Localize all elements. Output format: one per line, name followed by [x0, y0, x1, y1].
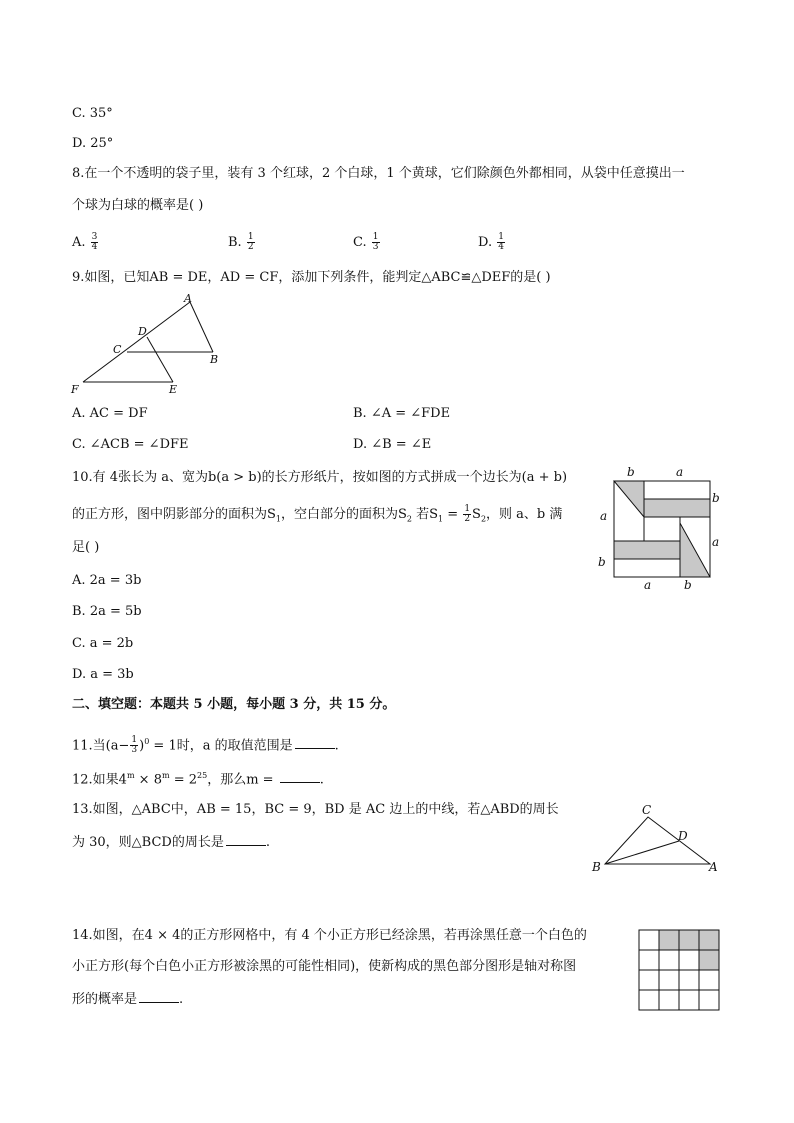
q9-stem: 9.如图，已知AB = DE，AD = CF，添加下列条件，能判定△ABC≌△DEF的是( ): [72, 270, 551, 285]
q13-line2-text: 为 30，则△BCD的周长是: [72, 835, 224, 850]
grid-cell-white: [659, 990, 679, 1010]
q10-label-top-b: b: [627, 465, 635, 479]
q8-option-c-label: C.: [353, 235, 367, 250]
q10-line2-if: 若S: [412, 507, 439, 522]
grid-cell-shaded: [679, 930, 699, 950]
q12-rest: ，那么m =: [207, 772, 278, 788]
grid-cell-white: [639, 970, 659, 990]
q10-shaded-triangle-top-left: [614, 481, 644, 517]
q8-stem-line1: 8.在一个不透明的袋子里，装有 3 个红球，2 个白球，1 个黄球，它们除颜色外都相同，从袋中任意摸出一: [72, 166, 685, 181]
grid-cell-white: [699, 990, 719, 1010]
q8-option-a-label: A.: [72, 235, 86, 250]
q10-line2-mid: ，空白部分的面积为S: [281, 507, 407, 522]
q10-shaded-rect-top: [644, 499, 710, 517]
q10-option-a: A. 2a = 3b: [72, 573, 142, 588]
grid-cell-shaded: [659, 930, 679, 950]
q10-option-b: B. 2a = 5b: [72, 604, 142, 619]
grid-cell-white: [659, 970, 679, 990]
q14-stem-line1: 14.如图，在4 × 4的正方形网格中，有 4 个小正方形已经涂黑，若再涂黑任意一个白色的: [72, 928, 587, 943]
q10-square-figure: [590, 462, 730, 594]
q8-b-den: 2: [247, 242, 254, 252]
q8-option-a: [72, 233, 99, 252]
grid-cell-white: [679, 990, 699, 1010]
q10-line2-post: ，则 a、b 满: [486, 507, 563, 522]
q11-answer-blank[interactable]: [295, 736, 335, 749]
q7-option-d: D. 25°: [72, 136, 114, 151]
grid-cell-shaded: [699, 950, 719, 970]
q8-c-den: 3: [372, 242, 379, 252]
q10-line2-den: 2: [464, 514, 471, 524]
q14-answer-blank[interactable]: [139, 990, 179, 1003]
q8-option-b-label: B.: [228, 235, 242, 250]
q10-line2-num: 1: [464, 504, 471, 514]
q8-c-num: 1: [372, 232, 379, 242]
q12-exp1: m: [126, 771, 135, 780]
q8-a-num: 3: [91, 232, 98, 242]
grid-cell-white: [659, 950, 679, 970]
q9-label-d: D: [138, 325, 147, 338]
q10-line2-sub2: 2: [406, 514, 412, 524]
q12-pre: 12.如果4: [72, 772, 127, 788]
grid-cell-white: [679, 950, 699, 970]
q10-label-right-a: a: [712, 535, 720, 549]
q8-option-b: [228, 233, 256, 252]
q10-line2-sub3: 1: [438, 514, 444, 524]
q13-stem-line2: 为 30，则△BCD的周长是 .: [72, 835, 270, 850]
q9-segment-de: [147, 337, 173, 382]
q7-option-c: C. 35°: [72, 106, 113, 121]
q8-option-d-label: D.: [478, 235, 493, 250]
grid-cell-white: [639, 990, 659, 1010]
q8-a-den: 4: [91, 242, 98, 252]
q10-line2-pre: 的正方形，图中阴影部分的面积为S: [72, 507, 276, 522]
q14-stem-line3: 形的概率是 .: [72, 992, 184, 1007]
q14-grid-figure: [638, 929, 722, 1013]
q12-exp3: 25: [197, 771, 208, 780]
q9-label-a: A: [184, 292, 192, 305]
grid-cell-white: [639, 950, 659, 970]
q9-triangle-figure: [65, 292, 225, 400]
q11-fraction: [130, 736, 138, 755]
q12-answer-blank[interactable]: [280, 770, 320, 783]
q13-triangle-abc: [605, 817, 710, 864]
q14-stem-line2: 小正方形(每个白色小正方形被涂黑的可能性相同)，使新构成的黑色部分图形是轴对称图: [72, 959, 577, 974]
q8-d-den: 4: [498, 242, 504, 252]
q8-option-c-fraction: [372, 233, 380, 252]
q10-shaded-rect-bottom: [614, 541, 680, 559]
q10-label-bottom-b: b: [684, 578, 692, 592]
q9-label-b: B: [210, 353, 219, 366]
q14-line3-text: 形的概率是: [72, 992, 138, 1007]
q10-option-c: C. a = 2b: [72, 636, 134, 651]
q12-exp2: m: [161, 771, 170, 780]
q10-stem-line3: 足( ): [72, 540, 100, 555]
q10-line2-sub4: 2: [480, 514, 487, 524]
q13-answer-blank[interactable]: [226, 833, 266, 846]
q13-label-d: D: [678, 829, 688, 843]
q8-option-d: [478, 233, 506, 252]
q11-num: 1: [131, 735, 138, 746]
q9-label-f: F: [71, 383, 79, 396]
q9-label-e: E: [169, 383, 178, 396]
section-title-fill-in: 二、填空题：本题共 5 小题，每小题 3 分，共 15 分。: [72, 697, 396, 712]
q8-stem-line2: 个球为白球的概率是( ): [72, 198, 204, 213]
q8-option-b-fraction: [247, 233, 255, 252]
q10-label-right-b: b: [712, 491, 720, 505]
q10-stem-line2: [72, 505, 562, 528]
grid-cell-white: [679, 970, 699, 990]
q10-label-left-b: b: [598, 555, 606, 569]
q11-rest: = 1时，a 的取值范围是: [149, 738, 293, 754]
q10-line2-sub1: 1: [275, 514, 281, 524]
q9-option-c: C. ∠ACB = ∠DFE: [72, 437, 189, 452]
q10-line2-eq: =: [443, 507, 463, 522]
q9-label-c: C: [113, 343, 122, 356]
q8-option-c: [353, 233, 381, 252]
q8-option-a-fraction: [91, 233, 99, 252]
q10-shaded-triangle-bottom-right: [680, 523, 710, 577]
grid-cell-white: [699, 970, 719, 990]
q12-mid: × 8: [134, 772, 162, 788]
q11-stem: 11.当(a− $\frac{1}{3}$ )$^0$ = 1时，a 的取值范围是 .: [72, 735, 339, 756]
grid-cell-shaded: [699, 930, 719, 950]
q11-den: 3: [131, 745, 138, 756]
q9-segment-ab: [190, 302, 213, 352]
q10-line2-fraction: [463, 505, 471, 524]
q8-option-d-fraction: [497, 233, 505, 252]
q8-d-num: 1: [498, 232, 504, 242]
q13-label-c: C: [642, 803, 652, 817]
q13-triangle-figure: [585, 800, 725, 880]
q11-exp: 0: [144, 737, 150, 746]
q11-post: ): [139, 738, 145, 754]
q10-option-d: D. a = 3b: [72, 667, 134, 682]
q10-label-top-a: a: [676, 465, 684, 479]
q12-eq: = 2: [169, 772, 198, 788]
q10-stem-line1: 10.有 4张长为 a、宽为b(a > b)的长方形纸片，按如图的方式拼成一个边长为(a + b): [72, 470, 568, 485]
q10-label-left-a: a: [600, 509, 608, 523]
q13-label-b: B: [592, 860, 601, 874]
q9-option-d: D. ∠B = ∠E: [353, 437, 432, 452]
q10-label-bottom-a: a: [644, 578, 652, 592]
q10-line2-s: S: [472, 507, 481, 522]
q12-stem: 12.如果$4^m \times 8^m = 2^{25}$，那么m = .: [72, 771, 324, 788]
grid-cell-white: [639, 930, 659, 950]
q13-stem-line1: 13.如图，△ABC中，AB = 15，BC = 9，BD 是 AC 边上的中线，若△ABD的周长: [72, 802, 559, 817]
q9-option-a: A. AC = DF: [72, 406, 148, 421]
q8-b-num: 1: [247, 232, 254, 242]
q13-label-a: A: [709, 860, 718, 874]
q9-option-b: B. ∠A = ∠FDE: [353, 406, 451, 421]
q11-pre: 11.当(a−: [72, 738, 130, 754]
q9-segment-af: [83, 302, 190, 382]
